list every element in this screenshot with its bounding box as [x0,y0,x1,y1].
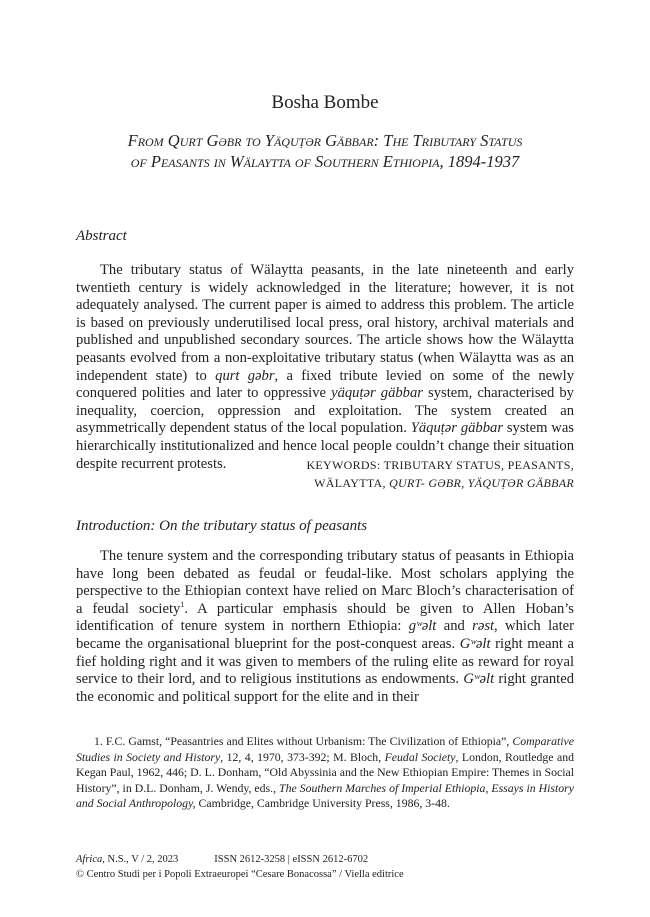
footnote-text-4: Cambridge, Cambridge University Press, 1986, 3-48. [195,796,450,811]
term-gwelt: gʷəlt [408,618,437,635]
journal-issue: , N.S., V / 2, 2023 [102,854,179,865]
footnote-title-1: Comparative Studies in Society and History [76,734,574,764]
abstract-heading: Abstract [76,228,127,244]
intro-paragraph [76,548,574,706]
section-heading: Introduction: On the tributary status of peasants [76,518,368,534]
abstract-term-qurt-gebr: qurt gəbr [215,367,275,384]
term-rest: rəst [472,618,495,635]
keywords-line-2 [306,474,574,492]
title-line-1: From Qurt Gəbr to Yäquṭər Gäbbar: The Tributary Status [127,131,523,150]
issn: ISSN 2612-3258 | eISSN 2612-6702 [214,854,369,865]
footnote-text-1: 1. F.C. Gamst, “Peasantries and Elites without Urbanism: The Civilization of Ethiopia”, [94,734,513,748]
page-footer [76,852,404,882]
footnote-ref: 1 [180,599,185,609]
intro-text-2: . A particular emphasis should be given to Allen Hoban’s identification of tenure system in northern Ethiopia: [76,600,574,635]
title-line-2: of Peasants in Wälaytta of Southern Ethiopia, 1894-1937 [130,152,520,171]
footnote-title-3: The Southern Marches of Imperial Ethiopia, Essays in History and Social Anthropology, [76,780,574,811]
article-title [60,130,590,172]
keywords-line-1: KEYWORDS: TRIBUTARY STATUS, PEASANTS, [306,458,574,472]
footnote [76,734,574,812]
intro-text-3: and [436,618,473,635]
abstract-term-yaqutar-gabbar-2: Yäquṭər gäbbar [410,420,503,437]
intro-text-4: , which later became the organisational blueprint for the post-conquest areas. [76,618,575,652]
abstract-text-3: system, characterised by inequality, coercion, oppression and exploitation. The system created an asymmetrically dependent status of the local population. [76,385,574,437]
keyword-yaqutar-gabbar: YÄQUṬƏR GÄBBAR [467,476,574,490]
abstract-text-4: system was hierarchically institutionalized and hence local people couldn’t change their situation despite recurrent protests. [76,420,574,472]
keyword-qurt-gebr: QURT- GƏBR [389,476,462,490]
abstract-text [76,262,574,473]
journal-name: Africa [76,854,103,865]
footnote-text-2: , 12, 4, 1970, 373-392; M. Bloch, [220,749,385,764]
keyword-walaytta: WÄLAYTTA, [314,476,390,490]
intro-text-1: The tenure system and the corresponding tributary status of peasants in Ethiopia have long been debated as feudal or feudal-like. Most scholars applying the perspective to the Ethiopian context have relied on Marc Bloch’s characterisation of a feudal society [76,548,574,617]
footnote-text-3: , London, Routledge and Kegan Paul, 1962, 446; D. L. Donham, “Old Abyssinia and the New Ethiopian Empire: Themes in Social History”, in D.L. Donham, J. Wendy, eds., [76,749,574,795]
abstract-text-2: , a fixed tribute levied on some of the newly conquered polities and later to oppressive [76,367,574,402]
publisher: © Centro Studi per i Popoli Extraeuropei “Cesare Bonacossa” / Viella editrice [76,869,404,880]
abstract-term-yaqutar-gabbar: yäquṭər gäbbar [331,385,423,402]
intro-text-5: right meant a fief holding right and it was given to members of the ruling elite as reward for royal service to their lord, and to religious institutions as endowments. [76,635,574,688]
intro-text-6: right granted the economic and political support for the elite and in their [76,671,575,705]
author-name: Bosha Bombe [271,92,379,113]
abstract-text-1: The tributary status of Wälaytta peasants, in the late nineteenth and early twentieth century is widely acknowledged in the literature; however, it is not adequately analysed. The current paper is aimed to address this problem. The article is based on previously underutilised local press, oral history, archival materials and published and unpublished secondary sources. The article shows how the Wälaytta peasants evolved from a non-exploitative tributary status (when Wälaytta was as an independent state) to [76,262,574,384]
footer-line-1 [76,852,404,867]
keywords [306,456,574,492]
footnote-title-2: Feudal Society [384,749,456,764]
term-gwelt-3: Gʷəlt [463,671,495,688]
term-gwelt-2: Gʷəlt [459,635,491,652]
keyword-separator: , [461,476,468,490]
